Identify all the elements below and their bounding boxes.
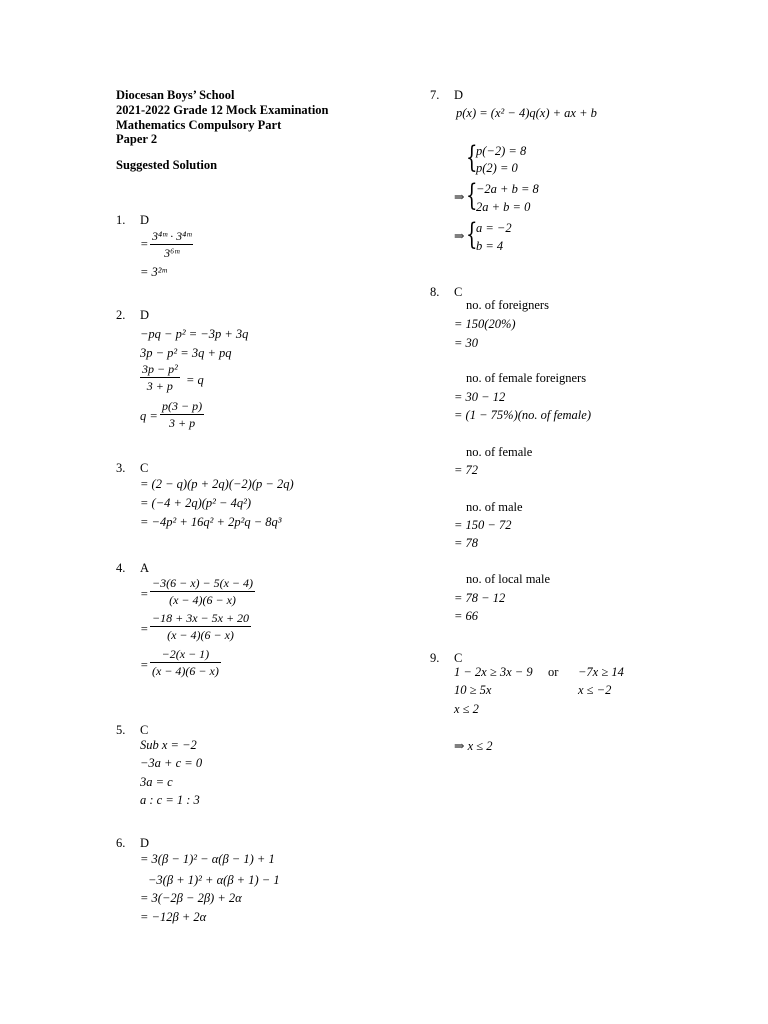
q7-system2 [466, 178, 586, 218]
solution-title: Suggested Solution [116, 158, 218, 172]
q2-answer: D [140, 308, 150, 322]
q4-eq3: = [140, 658, 149, 672]
q7-answer: D [454, 88, 464, 102]
q8-line1: = 150(20%) [454, 317, 516, 331]
q7-s3b: b = 4 [476, 239, 504, 253]
left-brace-icon: { [466, 178, 478, 213]
q7-arrow1: ⇒ [454, 190, 465, 204]
q4-number: 4. [116, 561, 126, 575]
left-brace-icon: { [466, 217, 478, 252]
q2-line1: −pq − p² = −3p + 3q [140, 327, 249, 341]
q2-f1-numerator: 3p − p² [142, 362, 178, 376]
q8-line7: = 78 [454, 536, 479, 550]
q1-fraction [150, 229, 193, 260]
q2-f1-denominator: 3 + p [146, 379, 173, 393]
q5-number: 5. [116, 723, 126, 737]
q8-text1: no. of foreigners [466, 298, 549, 312]
exam-title: 2021-2022 Grade 12 Mock Examination [116, 103, 329, 117]
q4-f1-numerator: −3(6 − x) − 5(x − 4) [152, 576, 254, 590]
q9-a1: 1 − 2x ≥ 3x − 9 [454, 665, 533, 679]
q6-line4: = −12β + 2α [140, 910, 207, 924]
q7-s1b: p(2) = 0 [476, 161, 518, 175]
q6-line3: = 3(−2β − 2β) + 2α [140, 891, 242, 905]
q9-final: ⇒ x ≤ 2 [454, 739, 493, 753]
q8-line8: = 78 − 12 [454, 591, 506, 605]
q8-line9: = 66 [454, 609, 479, 623]
q4-fraction3 [150, 647, 221, 678]
q4-f3-numerator: −2(x − 1) [161, 647, 210, 661]
q2-f1-rhs: = q [186, 373, 204, 387]
q4-f2-denominator: (x − 4)(6 − x) [167, 628, 234, 642]
q4-eq1: = [140, 587, 149, 601]
q3-line2: = (−4 + 2q)(p² − 4q²) [140, 496, 252, 510]
q7-system1 [466, 140, 586, 180]
q8-text4: no. of male [466, 500, 523, 514]
q5-line1: Sub x = −2 [140, 738, 197, 752]
q1-eq: = [140, 237, 149, 251]
q4-f3-denominator: (x − 4)(6 − x) [152, 664, 219, 678]
q1-denominator: 3⁶ᵐ [164, 246, 180, 260]
q7-line1: p(x) = (x² − 4)q(x) + ax + b [456, 106, 597, 120]
q3-line3: = −4p² + 16q² + 2p²q − 8q³ [140, 515, 282, 529]
q6-line1: = 3(β − 1)² − α(β − 1) + 1 [140, 852, 275, 866]
q2-fraction1 [140, 362, 180, 393]
q4-answer: A [140, 561, 150, 575]
q7-arrow2: ⇒ [454, 229, 465, 243]
q1-numerator: 3⁴ᵐ · 3⁴ᵐ [152, 229, 192, 243]
q6-number: 6. [116, 836, 126, 850]
q9-answer: C [454, 651, 463, 665]
q8-text3: no. of female [466, 445, 533, 459]
q8-line5: = 72 [454, 463, 479, 477]
q2-f2-denominator: 3 + p [168, 416, 196, 430]
q3-answer: C [140, 461, 149, 475]
q8-line3: = 30 − 12 [454, 390, 506, 404]
q7-s2b: 2a + b = 0 [476, 200, 531, 214]
q1-number: 1. [116, 213, 126, 227]
q5-line3: 3a = c [140, 775, 173, 789]
q7-s3a: a = −2 [476, 221, 512, 235]
q7-s1a: p(−2) = 8 [476, 144, 527, 158]
q6-answer: D [140, 836, 150, 850]
q6-line2: −3(β + 1)² + α(β + 1) − 1 [148, 873, 280, 887]
paper-title: Paper 2 [116, 132, 158, 146]
q8-answer: C [454, 285, 463, 299]
q8-text5: no. of local male [466, 572, 550, 586]
q9-b2: x ≤ −2 [578, 683, 612, 697]
q4-fraction1 [150, 576, 255, 607]
left-brace-icon: { [466, 140, 478, 175]
q1-answer: D [140, 213, 150, 227]
q2-f2-lhs: q = [140, 409, 158, 423]
q3-number: 3. [116, 461, 126, 475]
q9-or: or [548, 665, 559, 679]
q9-a2: 10 ≥ 5x [454, 683, 492, 697]
subject-title: Mathematics Compulsory Part [116, 118, 282, 132]
q9-b1: −7x ≥ 14 [578, 665, 624, 679]
q5-answer: C [140, 723, 149, 737]
q8-line6: = 150 − 72 [454, 518, 512, 532]
q2-f2-numerator: p(3 − p) [162, 399, 203, 413]
q9-a3: x ≤ 2 [454, 702, 479, 716]
q8-line4: = (1 − 75%)(no. of female) [454, 408, 591, 422]
q2-fraction2 [160, 399, 204, 430]
q4-f2-numerator: −18 + 3x − 5x + 20 [152, 611, 250, 625]
q8-number: 8. [430, 285, 440, 299]
q2-number: 2. [116, 308, 126, 322]
q7-system3 [466, 217, 586, 257]
q9-number: 9. [430, 651, 440, 665]
q7-s2a: −2a + b = 8 [476, 182, 539, 196]
q1-line2: = 3²ᵐ [140, 265, 167, 279]
q3-line1: = (2 − q)(p + 2q)(−2)(p − 2q) [140, 477, 294, 491]
q5-line2: −3a + c = 0 [140, 756, 203, 770]
q4-eq2: = [140, 622, 149, 636]
q4-f1-denominator: (x − 4)(6 − x) [169, 593, 236, 607]
q5-line4: a : c = 1 : 3 [140, 793, 200, 807]
q7-number: 7. [430, 88, 440, 102]
q4-fraction2 [150, 611, 251, 642]
school-name: Diocesan Boys’ School [116, 88, 235, 102]
q8-text2: no. of female foreigners [466, 371, 587, 385]
q8-line2: = 30 [454, 336, 479, 350]
q2-line2: 3p − p² = 3q + pq [140, 346, 232, 360]
